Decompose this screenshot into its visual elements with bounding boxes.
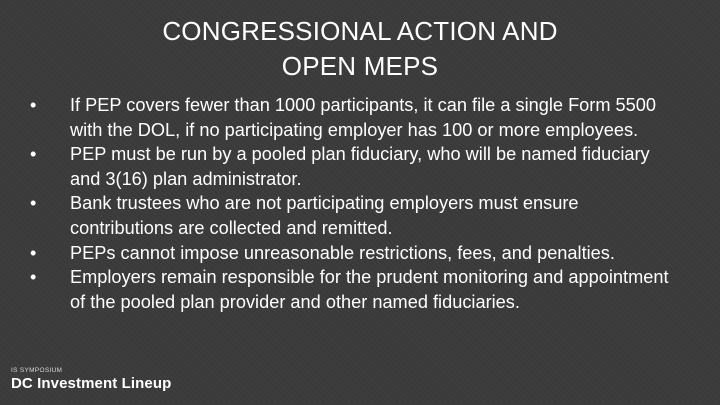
- list-item: [30, 93, 680, 142]
- title-line-2: OPEN MEPS: [281, 51, 439, 81]
- bullet-icon: •: [30, 242, 37, 263]
- list-item: [30, 241, 680, 266]
- logo-main-text: DC Investment Lineup: [11, 375, 172, 392]
- slide-title: [0, 14, 720, 84]
- title-line-1: CONGRESSIONAL ACTION AND: [162, 16, 558, 46]
- list-item: [30, 265, 680, 314]
- bullet-icon: •: [30, 193, 37, 214]
- list-item: [30, 142, 680, 191]
- bullet-text: PEP must be run by a pooled plan fiduciary, who will be named fiduciary and 3(16) plan administrator.: [70, 144, 650, 189]
- event-logo: [8, 363, 178, 399]
- logo-small-text: IS SYMPOSIUM: [11, 367, 63, 374]
- bullet-list: [30, 93, 680, 314]
- bullet-icon: •: [30, 95, 37, 115]
- list-item: [30, 191, 680, 240]
- bullet-text: If PEP covers fewer than 1000 participants, it can file a single Form 5500 with the DOL, if no participating employer has 100 or more employees.: [70, 95, 657, 140]
- bullet-icon: •: [30, 267, 37, 288]
- bullet-icon: •: [30, 144, 37, 165]
- bullet-text: PEPs cannot impose unreasonable restrictions, fees, and penalties.: [70, 242, 615, 263]
- bullet-text: Employers remain responsible for the prudent monitoring and appointment of the pooled plan provider and other named fiduciaries.: [70, 267, 669, 312]
- bullet-text: Bank trustees who are not participating employers must ensure contributions are collected and remitted.: [70, 193, 579, 238]
